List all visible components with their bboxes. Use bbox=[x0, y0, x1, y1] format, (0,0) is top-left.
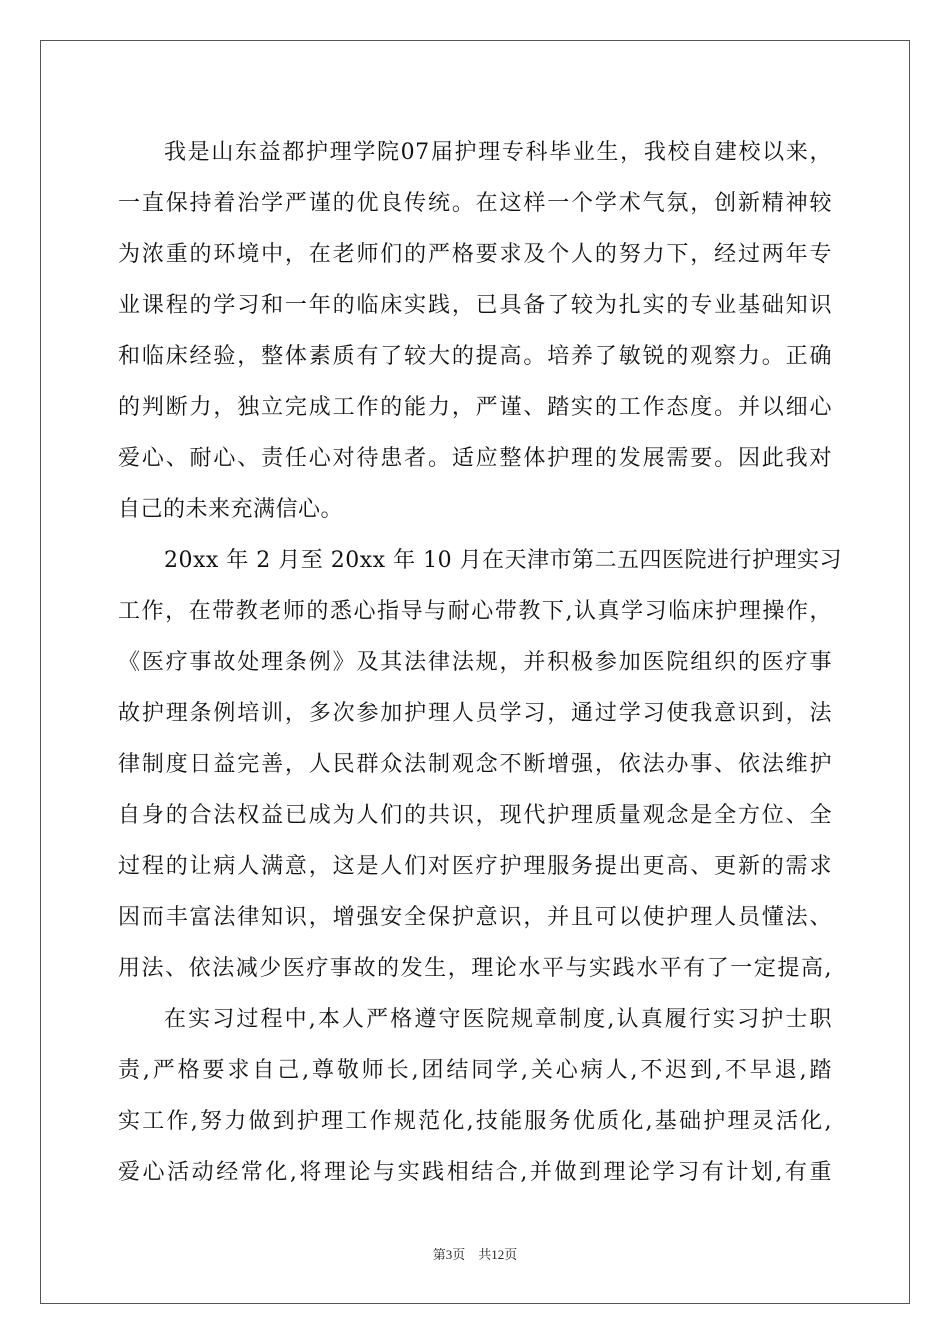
paragraph-1 bbox=[118, 127, 832, 535]
text-line: 自身的合法权益已成为人们的共识，现代护理质量观念是全方位、全 bbox=[118, 803, 832, 828]
text-line: 《医疗事故处理条例》及其法律法规，并积极参加医院组织的医疗事 bbox=[118, 650, 832, 675]
text-line: 工作，在带教老师的悉心指导与耐心带教下,认真学习临床护理操作， bbox=[118, 599, 832, 624]
text-line: 故护理条例培训，多次参加护理人员学习，通过学习使我意识到，法 bbox=[118, 701, 832, 726]
text-line: 自己的未来充满信心。 bbox=[118, 497, 344, 522]
text-line: 实工作,努力做到护理工作规范化,技能服务优质化,基础护理灵活化, bbox=[118, 1109, 832, 1134]
paragraph-3 bbox=[118, 994, 832, 1198]
text-line: 过程的让病人满意，这是人们对医疗护理服务提出更高、更新的需求 bbox=[118, 854, 832, 879]
text-line: 因而丰富法律知识，增强安全保护意识，并且可以使护理人员懂法、 bbox=[118, 905, 832, 930]
text-line: 和临床经验，整体素质有了较大的提高。培养了敏锐的观察力。正确 bbox=[118, 344, 832, 369]
text-line: 业课程的学习和一年的临床实践，已具备了较为扎实的专业基础知识 bbox=[118, 293, 832, 318]
text-line: 用法、依法减少医疗事故的发生，理论水平与实践水平有了一定提高, bbox=[118, 956, 832, 981]
text-line: 在实习过程中,本人严格遵守医院规章制度,认真履行实习护士职 bbox=[164, 1007, 832, 1032]
text-line: 我是山东益都护理学院07届护理专科毕业生，我校自建校以来， bbox=[164, 140, 832, 165]
text-line: 爱心、耐心、责任心对待患者。适应整体护理的发展需要。因此我对 bbox=[118, 446, 832, 471]
text-line: 20xx 年 2 月至 20xx 年 10 月在天津市第二五四医院进行护理实习 bbox=[164, 548, 843, 573]
document-body bbox=[118, 127, 843, 1198]
text-line: 一直保持着治学严谨的优良传统。在这样一个学术气氛，创新精神较 bbox=[118, 191, 832, 216]
text-line: 爱心活动经常化,将理论与实践相结合,并做到理论学习有计划,有重 bbox=[118, 1160, 832, 1185]
text-line: 律制度日益完善，人民群众法制观念不断增强，依法办事、依法维护 bbox=[118, 752, 832, 777]
paragraph-2 bbox=[118, 535, 843, 994]
page-footer: 第3页 共12页 bbox=[432, 1247, 518, 1262]
text-line: 责,严格要求自己,尊敬师长,团结同学,关心病人,不迟到,不早退,踏 bbox=[118, 1058, 832, 1083]
text-line: 为浓重的环境中，在老师们的严格要求及个人的努力下，经过两年专 bbox=[118, 242, 832, 267]
text-line: 的判断力，独立完成工作的能力，严谨、踏实的工作态度。并以细心 bbox=[118, 395, 832, 420]
